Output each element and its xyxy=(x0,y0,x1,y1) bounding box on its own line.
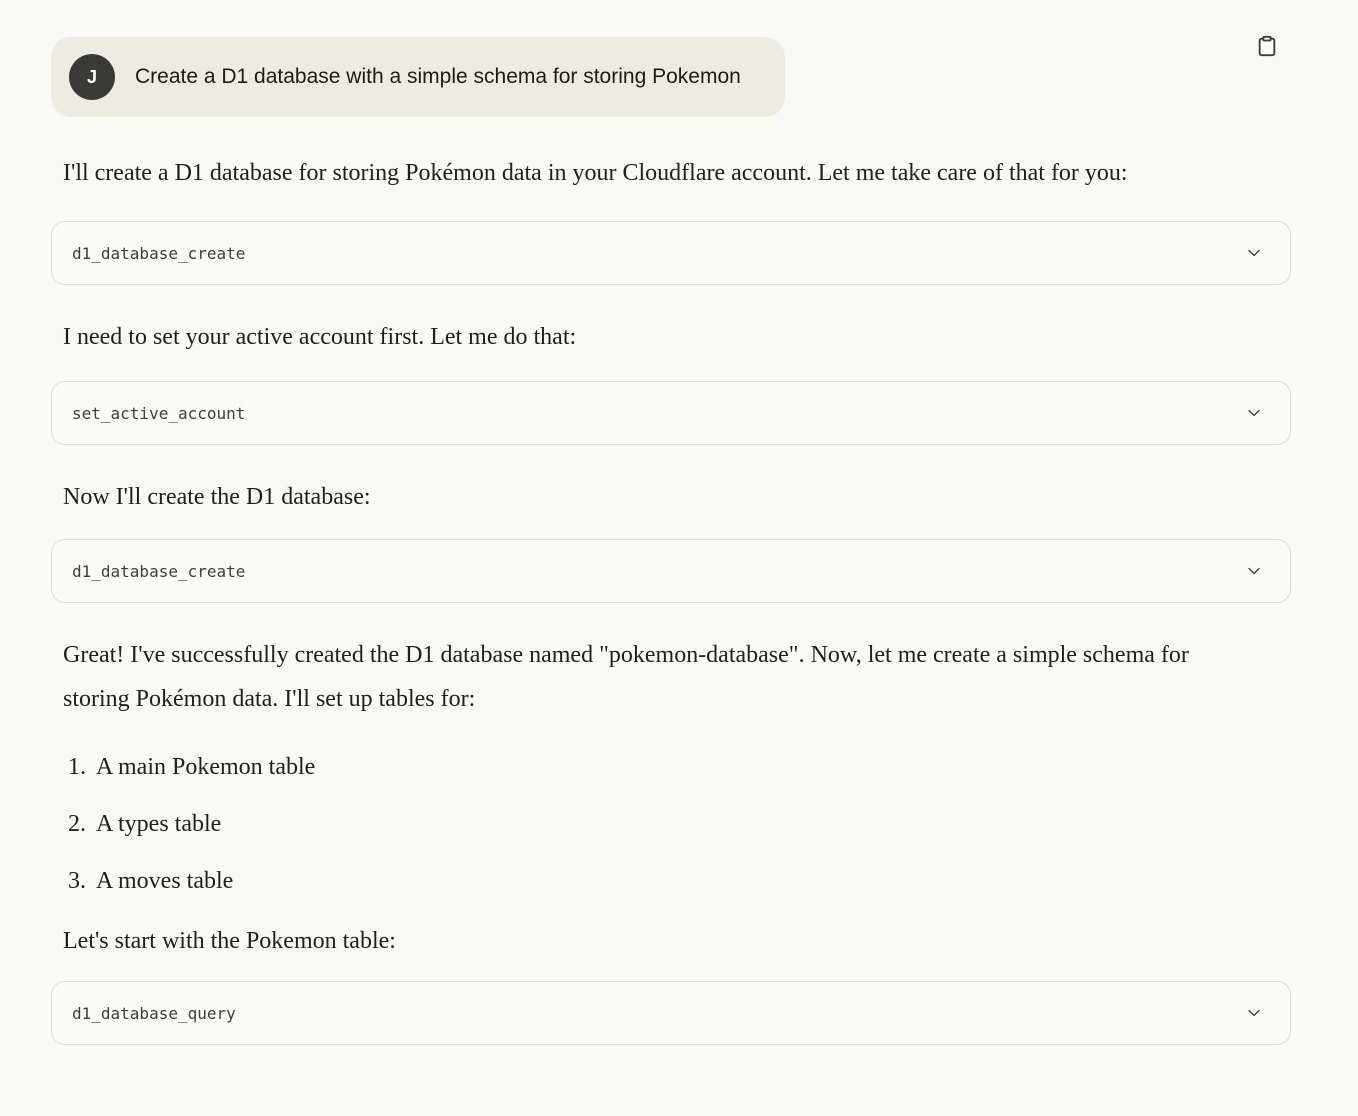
chevron-down-icon xyxy=(1244,243,1264,263)
user-message-text: Create a D1 database with a simple schema for storing Pokemon xyxy=(135,65,741,88)
avatar: J xyxy=(69,54,115,100)
assistant-paragraph: Great! I've successfully created the D1 database named "pokemon-database". Now, let me create a simple schema for storing Pokémon data. I'll set up tables for: xyxy=(63,642,1189,712)
numbered-list xyxy=(51,745,1291,903)
tool-name: d1_database_create xyxy=(72,243,246,263)
list-item-number: 3. xyxy=(68,868,86,894)
tool-call-toggle-d1-database-create-1[interactable] xyxy=(51,221,1291,285)
assistant-paragraph: Let's start with the Pokemon table: xyxy=(63,928,396,954)
assistant-paragraph: I need to set your active account first. Let me do that: xyxy=(63,324,577,350)
list-item-text: A main Pokemon table xyxy=(96,754,316,780)
assistant-paragraph: Now I'll create the D1 database: xyxy=(63,484,371,510)
chevron-down-icon xyxy=(1244,403,1264,423)
list-item-number: 1. xyxy=(68,754,86,780)
tool-call-toggle-set-active-account[interactable] xyxy=(51,381,1291,445)
list-item xyxy=(68,802,1291,846)
assistant-paragraph: I'll create a D1 database for storing Pokémon data in your Cloudflare account. Let me take care of that for you: xyxy=(63,160,1128,186)
tool-name: d1_database_query xyxy=(72,1003,236,1023)
user-message-bubble xyxy=(51,37,785,117)
clipboard-icon xyxy=(1256,35,1278,57)
copy-button[interactable] xyxy=(1251,30,1283,62)
tool-name: set_active_account xyxy=(72,403,246,423)
tool-name: d1_database_create xyxy=(72,561,246,581)
tool-call-toggle-d1-database-create-2[interactable] xyxy=(51,539,1291,603)
list-item xyxy=(68,859,1291,903)
tool-call-toggle-d1-database-query[interactable] xyxy=(51,981,1291,1045)
list-item-number: 2. xyxy=(68,811,86,837)
list-item-text: A moves table xyxy=(96,868,234,894)
chevron-down-icon xyxy=(1244,1003,1264,1023)
list-item xyxy=(68,745,1291,789)
list-item-text: A types table xyxy=(96,811,222,837)
chevron-down-icon xyxy=(1244,561,1264,581)
